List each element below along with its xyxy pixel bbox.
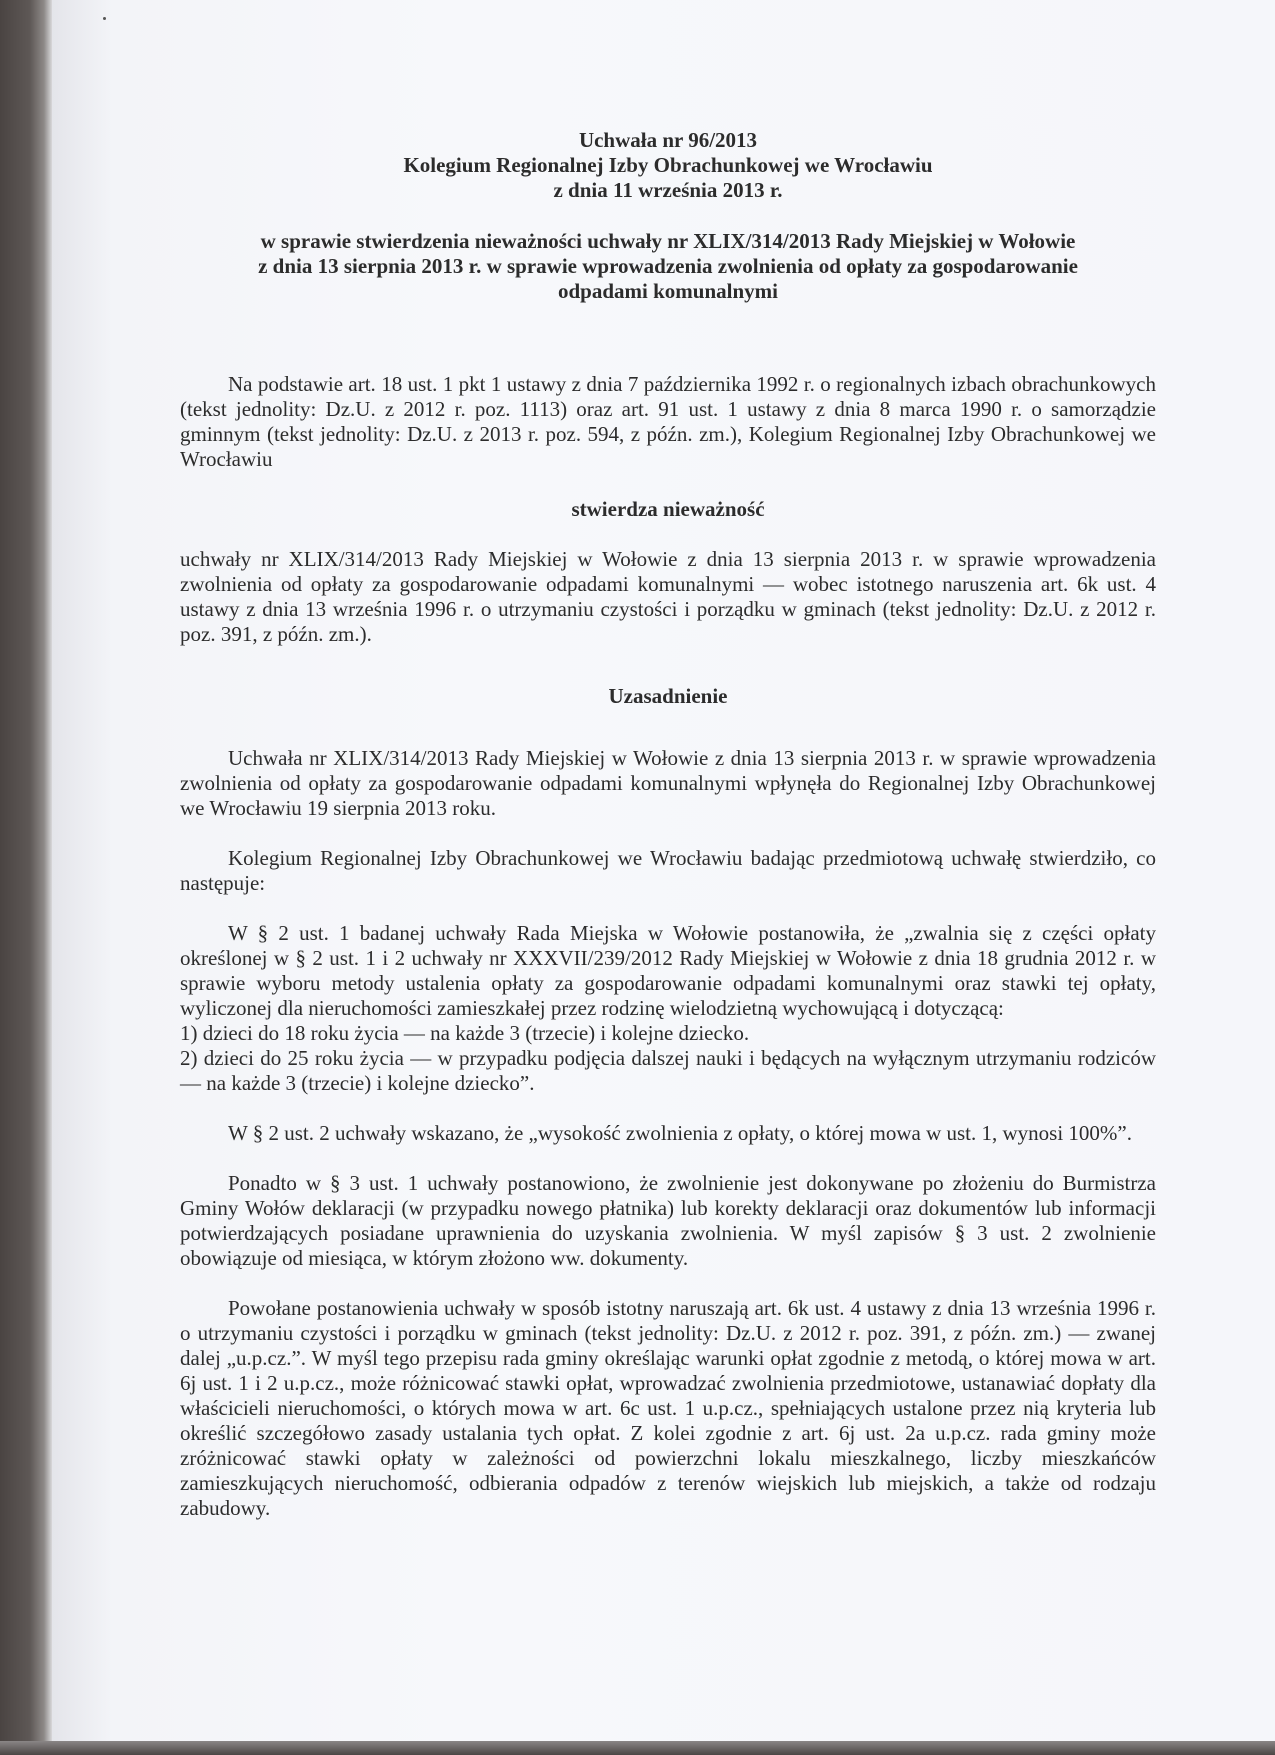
scan-left-edge (0, 0, 52, 1755)
resolution-header (180, 128, 1156, 203)
decision-heading: stwierdza nieważność (571, 497, 765, 521)
resolution-date: z dnia 11 września 2013 r. (553, 178, 783, 202)
justification-paragraph-6: Powołane postanowienia uchwały w sposób istotny naruszają art. 6k ust. 4 ustawy z dnia 13 września 1996 r. o utrzymaniu czystości i porządku w gminach (tekst jednolity: Dz.U. z 2012 r. poz. 391, z późn. zm.) — zwanej dalej „u.p.cz.”. W myśl tego przepisu rada gminy określając warunki opłat zgodnie z metodą, o której mowa w art. 6j ust. 1 i 2 u.p.cz., może różnicować stawki opłat, wprowadzać zwolnienia przedmiotowe, ustanawiać dopłaty dla właścicieli nieruchomości, o których mowa w art. 6c ust. 1 u.p.cz., spełniających ustalone przez nią kryteria lub określić szczegółowo zasady ustalania tych opłat. Z kolei zgodnie z art. 6j ust. 2a u.p.cz. rada gminy może zróżnicować stawki opłaty w zależności od powierzchni lokalu mieszkalnego, liczby mieszkańców zamieszkujących nieruchomość, odbierania odpadów z terenów wiejskich lub miejskich, a także od rodzaju zabudowy. (180, 1296, 1156, 1520)
legal-basis-paragraph: Na podstawie art. 18 ust. 1 pkt 1 ustawy z dnia 7 października 1992 r. o regionalnych izbach obrachunkowych (tekst jednolity: Dz.U. z 2012 r. poz. 1113) oraz art. 91 ust. 1 ustawy z dnia 8 marca 1990 r. o samorządzie gminnym (tekst jednolity: Dz.U. z 2013 r. poz. 594, z późn. zm.), Kolegium Regionalnej Izby Obrachunkowej we Wrocławiu (180, 372, 1156, 471)
justification-paragraph-4: W § 2 ust. 2 uchwały wskazano, że „wysokość zwolnienia z opłaty, o której mowa w ust. 1, wynosi 100%”. (228, 1121, 1132, 1145)
list-item-1: 1) dzieci do 18 roku życia — na każde 3 (trzecie) i kolejne dziecko. (180, 1021, 750, 1045)
subject-line-2: z dnia 13 sierpnia 2013 r. w sprawie wprowadzenia zwolnienia od opłaty za gospodarowanie (258, 254, 1078, 278)
scan-speck (103, 17, 106, 20)
justification-paragraph-2: Kolegium Regionalnej Izby Obrachunkowej we Wrocławiu badając przedmiotową uchwałę stwierdziło, co następuje: (180, 846, 1156, 895)
resolution-number: Uchwała nr 96/2013 (578, 128, 758, 152)
issuing-body: Kolegium Regionalnej Izby Obrachunkowej we Wrocławiu (403, 153, 933, 177)
decision-paragraph: uchwały nr XLIX/314/2013 Rady Miejskiej w Wołowie z dnia 13 sierpnia 2013 r. w sprawie wprowadzenia zwolnienia od opłaty za gospodarowanie odpadami komunalnymi — wobec istotnego naruszenia art. 6k ust. 4 ustawy z dnia 13 września 1996 r. o utrzymaniu czystości i porządku w gminach (tekst jednolity: Dz.U. z 2012 r. poz. 391, z późn. zm.). (180, 547, 1156, 646)
list-item-2: 2) dzieci do 25 roku życia — w przypadku podjęcia dalszej nauki i będących na wyłącznym utrzymaniu rodziców — na każde 3 (trzecie) i kolejne dziecko”. (180, 1046, 1156, 1095)
justification-paragraph-5: Ponadto w § 3 ust. 1 uchwały postanowiono, że zwolnienie jest dokonywane po złożeniu do Burmistrza Gminy Wołów deklaracji (w przypadku nowego płatnika) lub korekty deklaracji oraz dokumentów lub informacji potwierdzających posiadane uprawnienia do uzyskania zwolnienia. W myśl zapisów § 3 ust. 2 zwolnienie obowiązuje od miesiąca, w którym złożono ww. dokumenty. (180, 1171, 1156, 1270)
justification-paragraph-3: W § 2 ust. 1 badanej uchwały Rada Miejska w Wołowie postanowiła, że „zwalnia się z części opłaty określonej w § 2 ust. 1 i 2 uchwały nr XXXVII/239/2012 Rady Miejskiej w Wołowie z dnia 18 grudnia 2012 r. w sprawie wyboru metody ustalenia opłaty za gospodarowanie odpadami komunalnymi oraz stawki tej opłaty, wyliczonej dla nieruchomości zamieszkałej przez rodzinę wielodzietną wychowującą i dotyczącą: (180, 921, 1156, 1020)
subject-line-1: w sprawie stwierdzenia nieważności uchwały nr XLIX/314/2013 Rady Miejskiej w Wołowie (260, 229, 1076, 253)
justification-paragraph-1: Uchwała nr XLIX/314/2013 Rady Miejskiej w Wołowie z dnia 13 sierpnia 2013 r. w sprawie wprowadzenia zwolnienia od opłaty za gospodarowanie odpadami komunalnymi wpłynęła do Regionalnej Izby Obrachunkowej we Wrocławiu 19 sierpnia 2013 roku. (180, 746, 1156, 820)
justification-heading: Uzasadnienie (608, 684, 728, 708)
resolution-subject (180, 229, 1156, 304)
scan-bottom-edge (0, 1741, 1275, 1755)
subject-line-3: odpadami komunalnymi (558, 279, 778, 303)
document-body (180, 128, 1156, 1521)
